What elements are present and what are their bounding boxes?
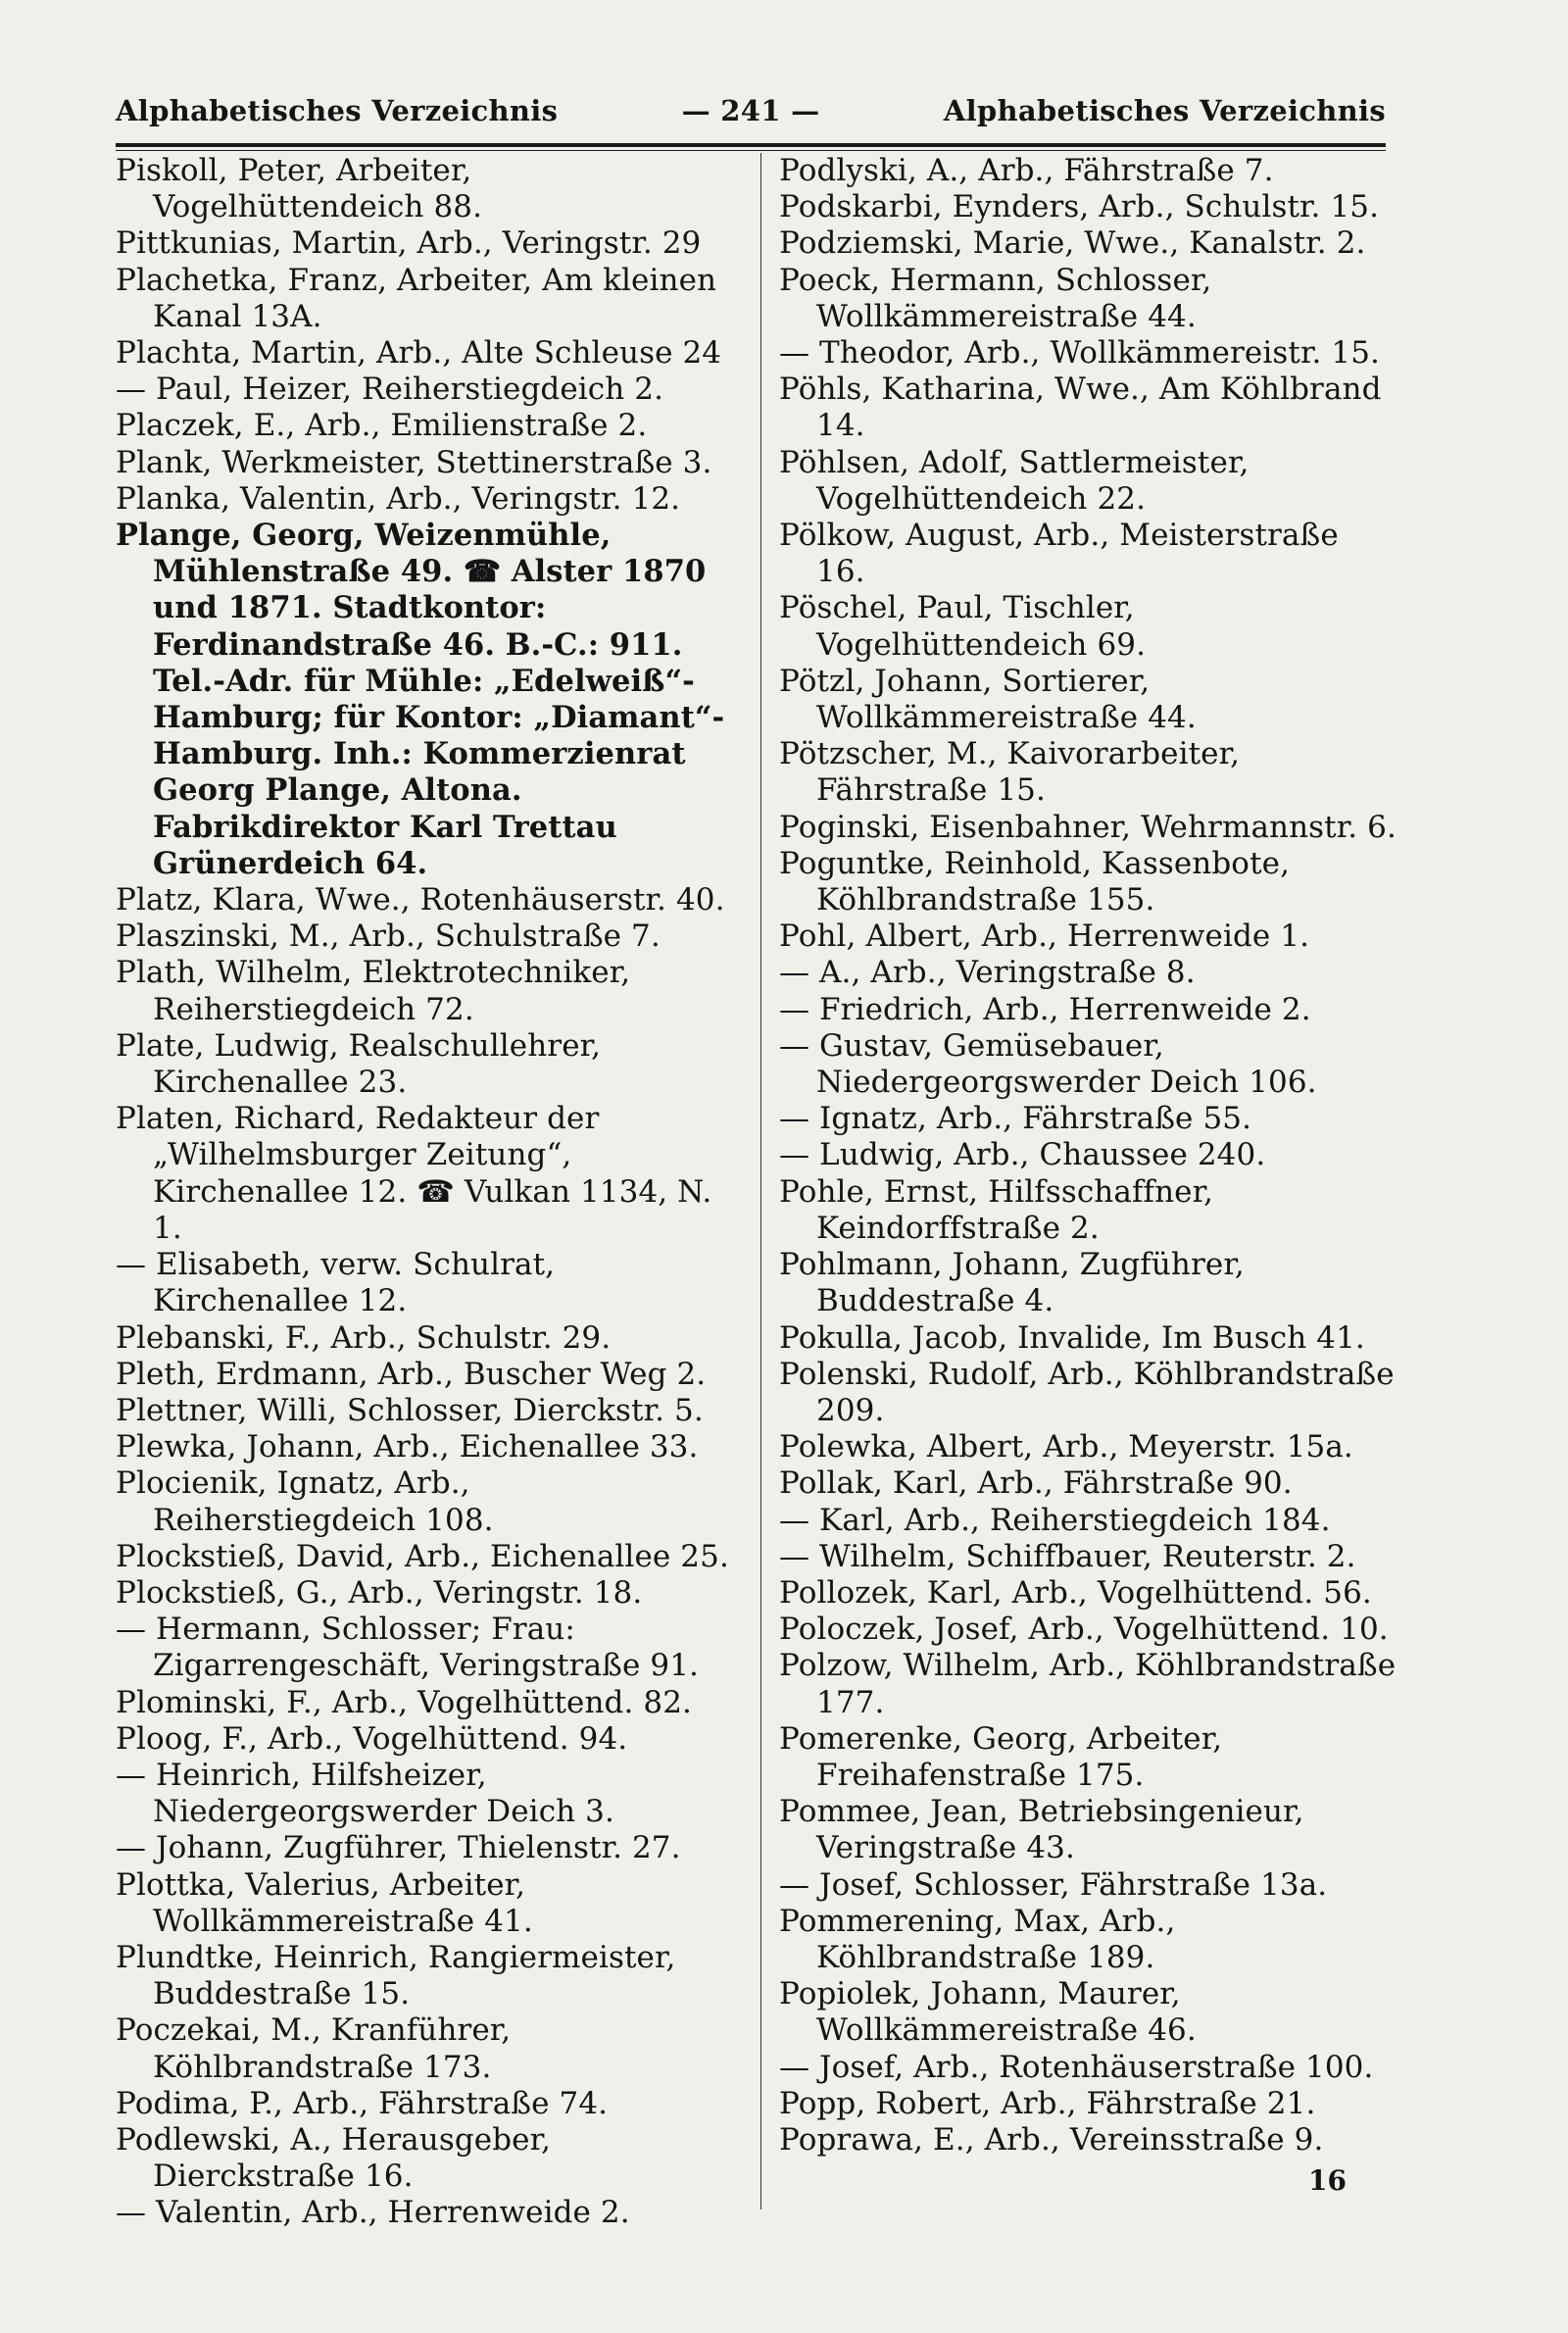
directory-entry: Plominski, F., Arb., Vogelhüttend. 82. [116, 1684, 693, 1720]
left-column [116, 153, 733, 2232]
directory-entry: — Johann, Zugführer, Thielenstr. 27. [116, 1830, 681, 1866]
running-head-left: Alphabetisches Verzeichnis [116, 94, 559, 127]
directory-entry: — Hermann, Schlosser; Frau: Zigarrengeschäft, Veringstraße 91. [116, 1612, 699, 1684]
directory-entry: Plocienik, Ignatz, Arb., Reiherstiegdeich 108. [116, 1465, 494, 1538]
directory-entry: — Ignatz, Arb., Fährstraße 55. [779, 1101, 1252, 1137]
directory-entry: Popp, Robert, Arb., Fährstraße 21. [779, 2085, 1316, 2121]
directory-entry: Platz, Klara, Wwe., Rotenhäuserstr. 40. [116, 882, 725, 918]
directory-entry: Pöhlsen, Adolf, Sattlermeister, Vogelhüttendeich 22. [779, 444, 1250, 517]
directory-entry: Podima, P., Arb., Fährstraße 74. [116, 2085, 609, 2121]
directory-entry: Pleth, Erdmann, Arb., Buscher Weg 2. [116, 1356, 707, 1392]
directory-entry: Polenski, Rudolf, Arb., Köhlbrandstraße 209. [779, 1356, 1395, 1428]
directory-entry: — Wilhelm, Schiffbauer, Reuterstr. 2. [779, 1538, 1356, 1574]
directory-entry: Plottka, Valerius, Arbeiter, Wollkämmereistraße 41. [116, 1866, 533, 1939]
directory-entry: Pöschel, Paul, Tischler, Vogelhüttendeich 69. [779, 590, 1147, 663]
directory-entry: Plate, Ludwig, Realschullehrer, Kirchenallee 23. [116, 1027, 602, 1101]
directory-entry: Poloczek, Josef, Arb., Vogelhüttend. 10. [779, 1612, 1389, 1648]
directory-entry: Plachta, Martin, Arb., Alte Schleuse 24 [116, 335, 722, 372]
directory-entry: Pommerening, Max, Arb., Köhlbrandstraße 189. [779, 1903, 1176, 1975]
directory-entry: — Josef, Arb., Rotenhäuserstraße 100. [779, 2049, 1374, 2085]
directory-entry: — Elisabeth, verw. Schulrat, Kirchenallee 12. [116, 1247, 556, 1319]
directory-entry: Plachetka, Franz, Arbeiter, Am kleinen Kanal 13A. [116, 262, 717, 334]
directory-entry: — Heinrich, Hilfsheizer, Niedergeorgswerder Deich 3. [116, 1757, 614, 1830]
directory-entry: — Gustav, Gemüsebauer, Niedergeorgswerder Deich 106. [779, 1027, 1317, 1101]
directory-entry: Podlewski, A., Herausgeber, Dierckstraße 16. [116, 2121, 552, 2195]
directory-entry: Plange, Georg, Weizenmühle, Mühlenstraße 49. ☎ Alster 1870 und 1871. Stadtkontor: Ferdinandstraße 46. B.-C.: 911. Tel.-Adr. für Mühle: „Edelweiß“-Hamburg; für Kontor: „Diamant“-Hamburg. Inh.: Kommerzienrat Georg Plange, Altona. Fabrikdirektor Karl Trettau Grünerdeich 64. [116, 518, 725, 881]
directory-entry: Podziemski, Marie, Wwe., Kanalstr. 2. [779, 225, 1366, 262]
directory-entry: Plank, Werkmeister, Stettinerstraße 3. [116, 444, 712, 480]
header-rule-thin [116, 150, 1386, 151]
running-head-right: Alphabetisches Verzeichnis [943, 94, 1386, 127]
directory-entry: Poginski, Eisenbahner, Wehrmannstr. 6. [779, 809, 1396, 845]
directory-entry: Plockstieß, G., Arb., Veringstr. 18. [116, 1574, 643, 1611]
directory-entry: Placzek, E., Arb., Emilienstraße 2. [116, 408, 648, 444]
directory-entry: Pollozek, Karl, Arb., Vogelhüttend. 56. [779, 1574, 1372, 1611]
directory-entry: Pohlmann, Johann, Zugführer, Buddestraße 4. [779, 1247, 1245, 1319]
directory-entry: Polzow, Wilhelm, Arb., Köhlbrandstraße 177. [779, 1648, 1396, 1720]
directory-entry: Pohle, Ernst, Hilfsschaffner, Keindorffstraße 2. [779, 1173, 1214, 1246]
right-column [779, 153, 1396, 2159]
directory-entry: Pötzl, Johann, Sortierer, Wollkämmereistraße 44. [779, 663, 1197, 736]
directory-entry: Pommee, Jean, Betriebsingenieur, Veringstraße 43. [779, 1794, 1304, 1866]
directory-entry: Plath, Wilhelm, Elektrotechniker, Reiherstiegdeich 72. [116, 955, 631, 1027]
page-number: — 241 — [681, 94, 820, 127]
directory-entry: Plebanski, F., Arb., Schulstr. 29. [116, 1319, 612, 1356]
directory-entry: Podlyski, A., Arb., Fährstraße 7. [779, 153, 1274, 188]
directory-entry: — Karl, Arb., Reiherstiegdeich 184. [779, 1502, 1331, 1538]
directory-entry: Plaszinski, M., Arb., Schulstraße 7. [116, 918, 661, 955]
header-rule-thick [116, 143, 1386, 147]
directory-entry: Pokulla, Jacob, Invalide, Im Busch 41. [779, 1319, 1365, 1356]
directory-entry: — Josef, Schlosser, Fährstraße 13a. [779, 1866, 1328, 1903]
directory-entry: Pomerenke, Georg, Arbeiter, Freihafenstraße 175. [779, 1720, 1223, 1793]
directory-entry: Poguntke, Reinhold, Kassenbote, Köhlbrandstraße 155. [779, 845, 1291, 918]
directory-entry: Plockstieß, David, Arb., Eichenallee 25. [116, 1538, 729, 1574]
sheet-signature: 16 [1308, 2164, 1347, 2197]
directory-entry: Plettner, Willi, Schlosser, Dierckstr. 5. [116, 1392, 704, 1428]
directory-entry: Planka, Valentin, Arb., Veringstr. 12. [116, 480, 681, 517]
directory-entry: Popiolek, Johann, Maurer, Wollkämmereistraße 46. [779, 1976, 1197, 2049]
directory-entry: — Theodor, Arb., Wollkämmereistr. 15. [779, 335, 1380, 372]
directory-entry: Pollak, Karl, Arb., Fährstraße 90. [779, 1465, 1293, 1502]
directory-entry: — Ludwig, Arb., Chaussee 240. [779, 1137, 1266, 1173]
directory-entry: Pölkow, August, Arb., Meisterstraße 16. [779, 518, 1339, 590]
directory-entry: — Paul, Heizer, Reiherstiegdeich 2. [116, 372, 664, 408]
page-header [116, 94, 1386, 141]
directory-entry: Poprawa, E., Arb., Vereinsstraße 9. [779, 2121, 1324, 2158]
directory-entry: Plewka, Johann, Arb., Eichenallee 33. [116, 1429, 699, 1465]
directory-entry: Pötzscher, M., Kaivorarbeiter, Fährstraße 15. [779, 736, 1241, 809]
directory-entry: Ploog, F., Arb., Vogelhüttend. 94. [116, 1720, 628, 1757]
directory-entry: — A., Arb., Veringstraße 8. [779, 955, 1196, 991]
directory-entry: Poczekai, M., Kranführer, Köhlbrandstraße 173. [116, 2012, 512, 2085]
column-divider [760, 153, 761, 2209]
directory-entry: Platen, Richard, Redakteur der „Wilhelmsburger Zeitung“, Kirchenallee 12. ☎ Vulkan 1134, N. 1. [116, 1101, 712, 1246]
directory-entry: Poeck, Hermann, Schlosser, Wollkämmereistraße 44. [779, 262, 1212, 334]
directory-entry: Plundtke, Heinrich, Rangiermeister, Buddestraße 15. [116, 1939, 676, 2012]
directory-entry: Pöhls, Katharina, Wwe., Am Köhlbrand 14. [779, 372, 1382, 444]
directory-entry: Podskarbi, Eynders, Arb., Schulstr. 15. [779, 189, 1380, 225]
directory-entry: Pohl, Albert, Arb., Herrenweide 1. [779, 918, 1310, 955]
directory-entry: — Valentin, Arb., Herrenweide 2. [116, 2195, 630, 2231]
directory-entry: Piskoll, Peter, Arbeiter, Vogelhüttendeich 88. [116, 153, 483, 225]
directory-entry: Pittkunias, Martin, Arb., Veringstr. 29 [116, 225, 702, 262]
directory-entry: Polewka, Albert, Arb., Meyerstr. 15a. [779, 1429, 1353, 1465]
directory-entry: — Friedrich, Arb., Herrenweide 2. [779, 991, 1311, 1027]
